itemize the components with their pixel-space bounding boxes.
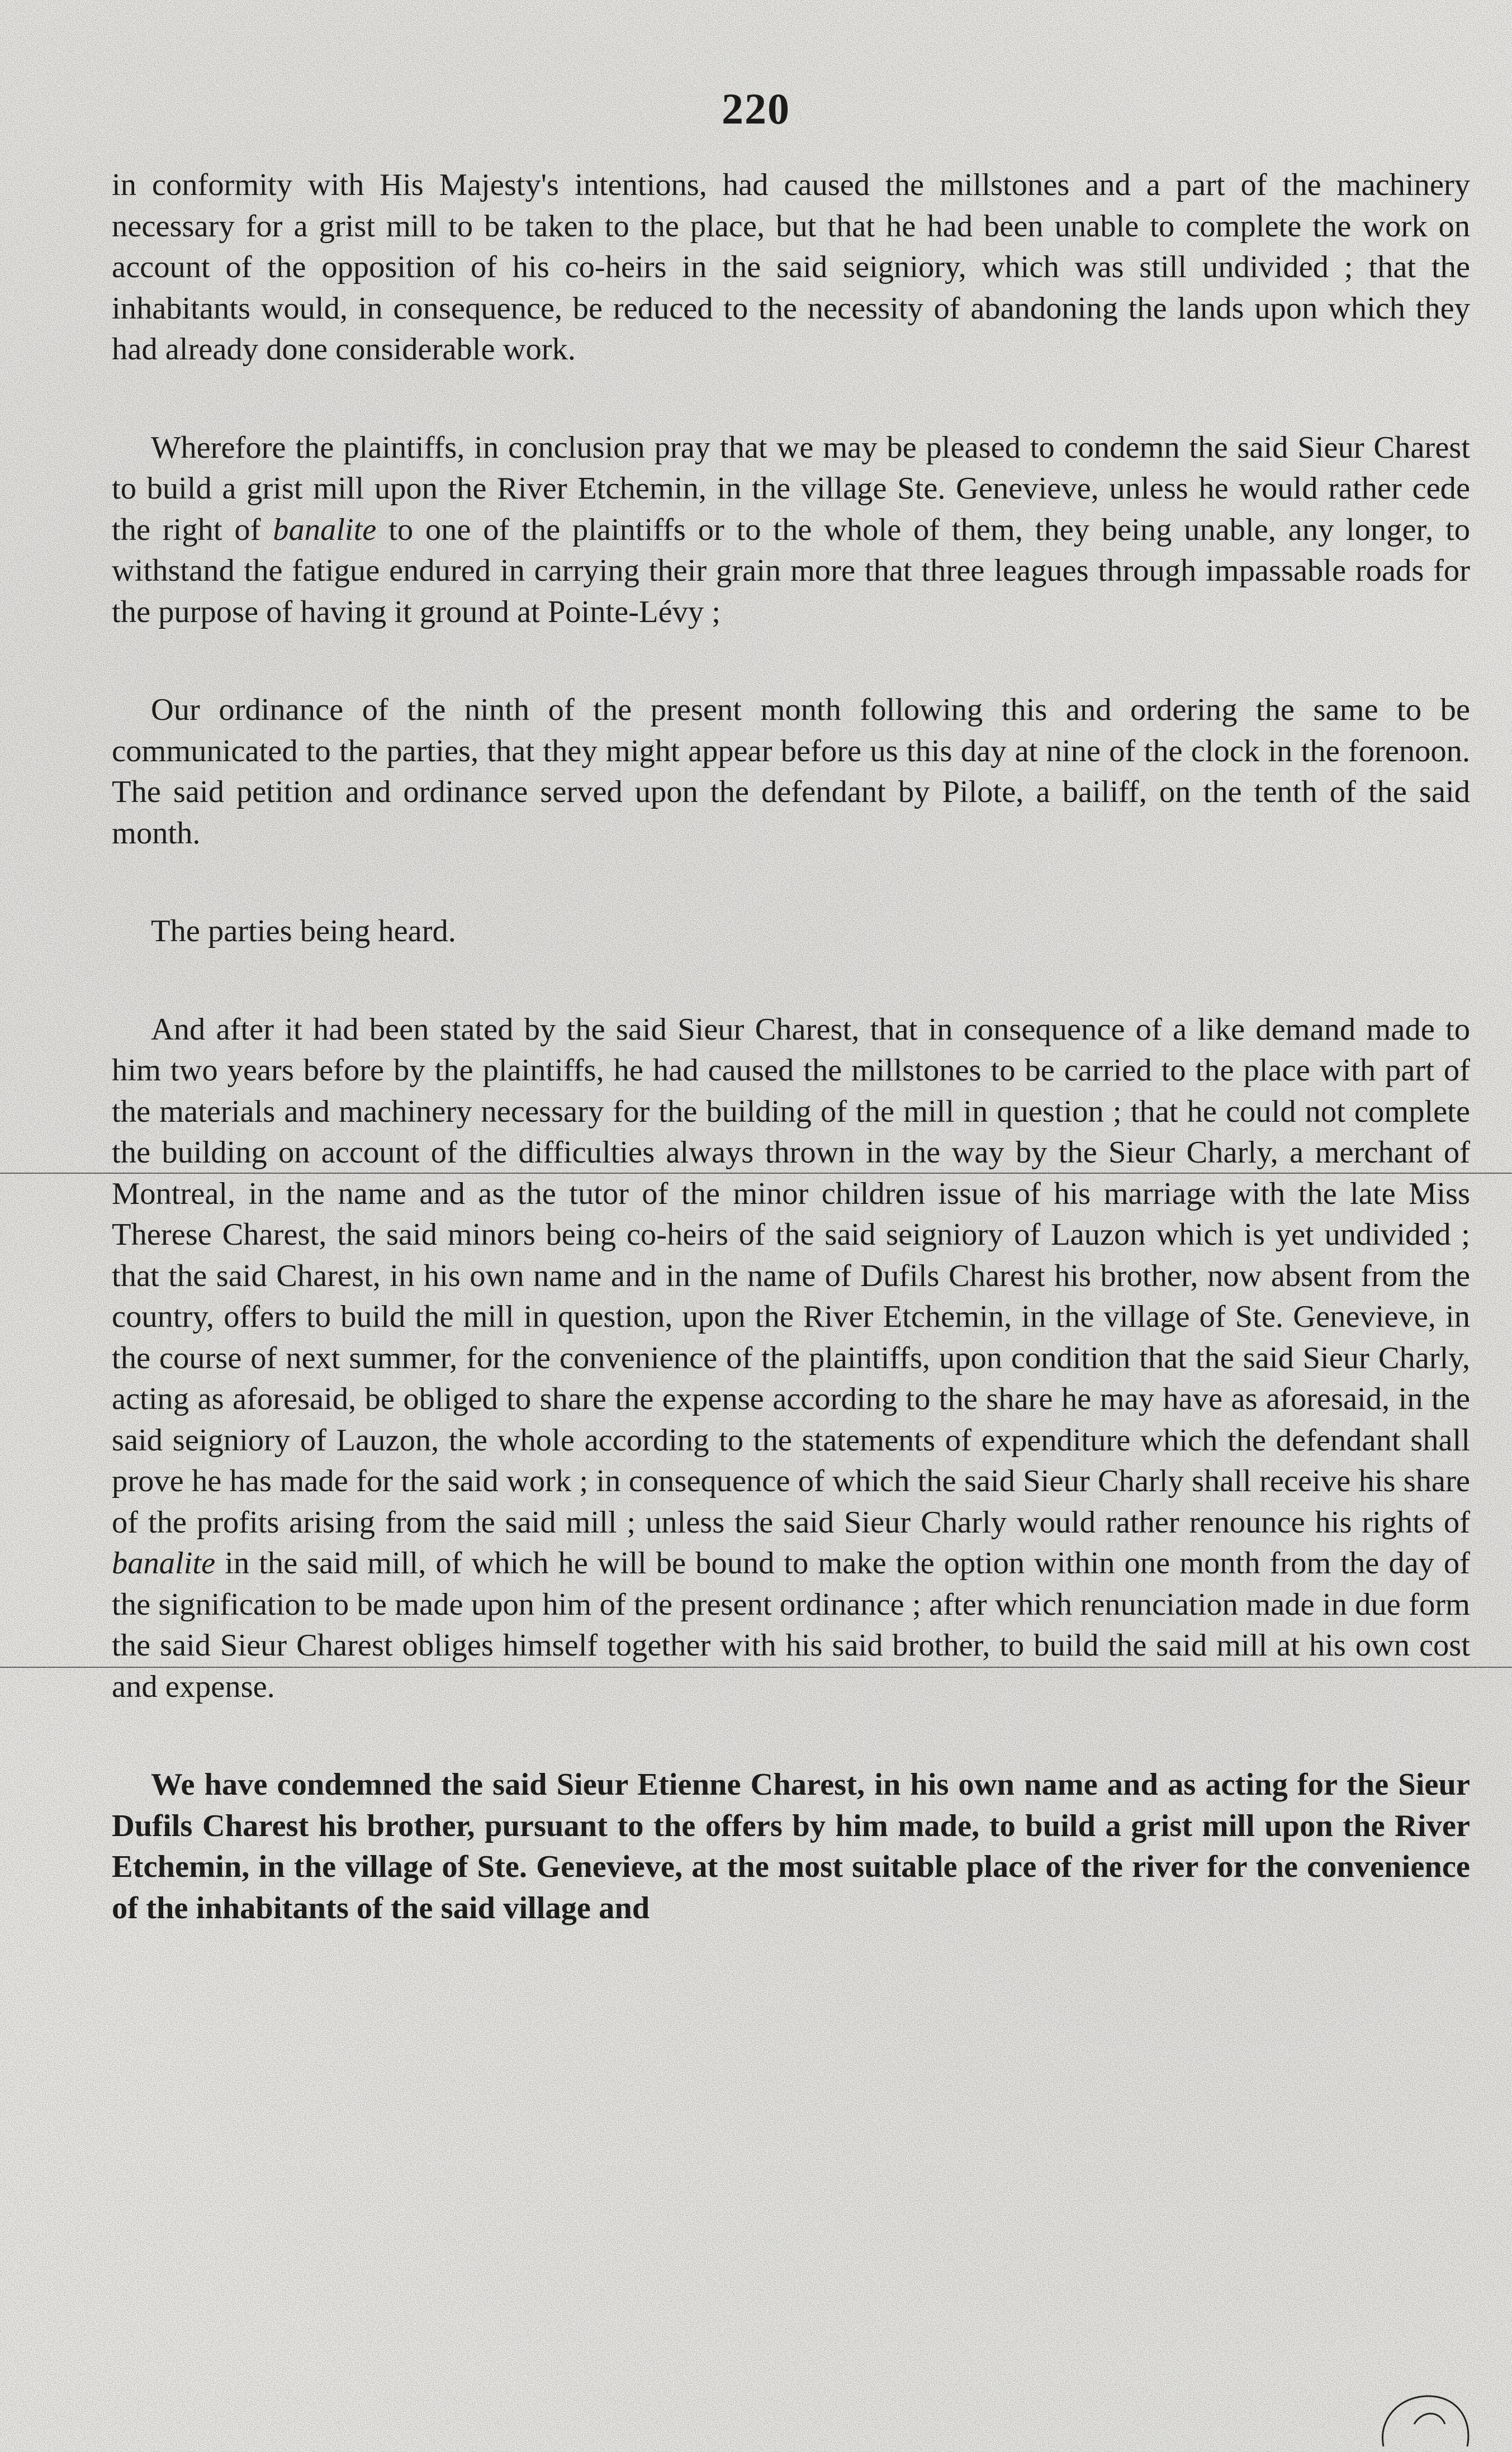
page-number: 220 [722, 84, 790, 133]
scan-line-lower [0, 1667, 1512, 1668]
paragraph-parties-heard: The parties being heard. [151, 914, 456, 948]
paragraph-opening: in conformity with His Majesty's intentions, had caused the millstones and a part of the machinery necessary for a grist mill to be taken to the place, but that he had been unable to complete the work on account of the opposition of his co-heirs in the said seigniory, which was still undivided ; that the inhabitants would, in consequence, be reduced to the necessity of abandoning the lands upon which they had already done considerable work. [112, 168, 1470, 367]
document-body [112, 165, 1470, 1929]
paragraph-charest-statement [112, 1009, 1470, 1708]
paragraph-plaintiffs-prayer [112, 428, 1470, 633]
italic-term: banalite [112, 1546, 216, 1581]
paragraph-text: in the said mill, of which he will be bound to make the option within one month from the day of the signification to be made upon him of the present ordinance ; after which renunciation made in due form the said Sieur Charest obliges himself together with his said brother, to build the said mill at his own cost and expense. [112, 1546, 1470, 1704]
paragraph-judgment: We have condemned the said Sieur Etienne Charest, in his own name and as acting for the Sieur Dufils Charest his brother, pursuant to the offers by him made, to build a grist mill upon the River Etchemin, in the village of Ste. Genevieve, at the most suitable place of the river for the convenience of the inhabitants of the said village and [112, 1767, 1470, 1925]
scan-line-upper [0, 1173, 1512, 1174]
paragraph-text: And after it had been stated by the said Sieur Charest, that in consequence of a like demand made to him two years before by the plaintiffs, he had caused the millstones to be carried to the place with part of the materials and machinery necessary for the building of the mill in question ; that he could not complete the building on account of the difficulties always thrown in the way by the Sieur Charly, a merchant of Montreal, in the name and as the tutor of the minor children issue of his marriage with the late Miss Therese Charest, the said minors being co-heirs of the said seigniory of Lauzon which is yet undivided ; that the said Charest, in his own name and in the name of Dufils Charest his brother, now absent from the country, offers to build the mill in question, upon the River Etchemin, in the village of Ste. Genevieve, in the course of next summer, for the convenience of the plaintiffs, upon condition that the said Sieur Charly, acting as aforesaid, be obliged to share the expense according to the share he may have as aforesaid, in the said seigniory of Lauzon, the whole according to the statements of expenditure which the defendant shall prove he has made for the said work ; in consequence of which the said Sieur Charly shall receive his share of the profits arising from the said mill ; unless the said Sieur Charly would rather renounce his rights of [112, 1012, 1470, 1540]
paragraph-text: Wherefore the plaintiffs, in conclusion pray that we may be pleased to condemn the said Sieur Charest to build a grist mill upon the River Etchemin, in the village Ste. Genevieve, unless he would rather cede the right of [112, 430, 1470, 547]
paragraph-text: to one of the plaintiffs or to the whole of them, they being unable, any longer, to withstand the fatigue endured in carrying their grain more that three leagues through impassable roads for the purpose of having it ground at Pointe-Lévy ; [112, 512, 1470, 629]
italic-term: banalite [273, 512, 377, 547]
paragraph-ordinance: Our ordinance of the ninth of the present month following this and ordering the same to be communicated to the parties, that they might appear before us this day at nine of the clock in the forenoon. The said petition and ordinance served upon the defendant by Pilote, a bailiff, on the tenth of the said month. [112, 693, 1470, 851]
corner-pencil-mark [1361, 2357, 1490, 2452]
